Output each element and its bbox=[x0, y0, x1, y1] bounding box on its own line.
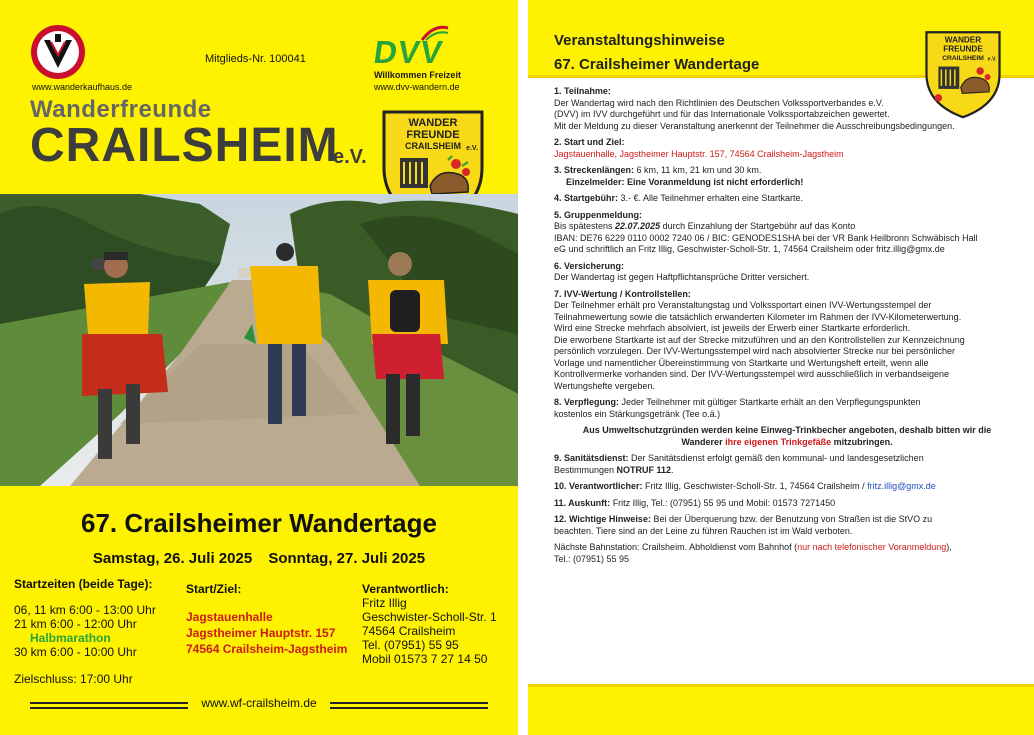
start-goal bbox=[186, 582, 356, 656]
responsible-heading: Verantwortlich: bbox=[362, 582, 449, 596]
svg-text:WANDER: WANDER bbox=[944, 35, 982, 45]
email-link[interactable]: fritz.illig@gmx.de bbox=[867, 481, 936, 491]
section-text: 6 km, 11 km, 21 km und 30 km. bbox=[634, 165, 762, 175]
section-title: 6. Versicherung: bbox=[554, 260, 625, 271]
club-ev: e.V. bbox=[333, 146, 367, 168]
section-text: 3.- €. Alle Teilnehmer erhalten eine Startkarte. bbox=[618, 193, 803, 203]
section-text: Bestimmungen bbox=[554, 464, 617, 475]
eco-notice-line: Wanderer bbox=[681, 436, 726, 447]
svg-text:e.V.: e.V. bbox=[987, 56, 997, 63]
section-title: 5. Gruppenmeldung: bbox=[554, 209, 643, 220]
club-name-line2: CRAILSHEIM bbox=[30, 119, 339, 172]
section-text: Vorlage und namentlicher Übereinstimmung von Startkarte und Wertungsheft erteilt, wenn alle bbox=[554, 357, 929, 368]
section-title: 8. Verpflegung: bbox=[554, 397, 620, 407]
svg-text:e.V.: e.V. bbox=[466, 145, 478, 152]
hiking-photo-image bbox=[0, 194, 518, 486]
emergency-number: NOTRUF 112 bbox=[616, 464, 672, 475]
date-sunday: Sonntag, 27. Juli 2025 bbox=[268, 550, 426, 567]
section-text: Jeder Teilnehmer mit gültiger Startkarte erhält an den Verpflegungspunkten bbox=[619, 397, 921, 407]
section-text: Mit der Meldung zu dieser Veranstaltung anerkennt der Teilnehmer die Ausschreibungsbedingungen. bbox=[554, 120, 955, 131]
eco-notice-highlight: ihre eigenen Trinkgefäße bbox=[725, 436, 832, 447]
start-time-line: 21 km 6:00 - 12:00 Uhr bbox=[14, 617, 137, 631]
section-text: kostenlos ein Stärkungsgetränk (Tee o.ä.) bbox=[554, 408, 721, 419]
section-title: 2. Start und Ziel: bbox=[554, 137, 625, 147]
contact-city: 74564 Crailsheim bbox=[362, 624, 456, 638]
contact-street: Geschwister-Scholl-Str. 1 bbox=[362, 610, 497, 624]
section-text: Der Wandertag ist gegen Haftpflichtansprüche Dritter versichert. bbox=[554, 272, 810, 282]
single-registration-note: Einzelmelder: Eine Voranmeldung ist nicht erforderlich! bbox=[566, 176, 804, 187]
contact-name: Fritz Illig bbox=[362, 596, 407, 610]
section-text: beachten. Tiere sind an der Leine zu führen Rauchen ist im Wald verboten. bbox=[554, 525, 853, 536]
section-text: Nächste Bahnstation: Crailsheim. Abholdienst vom Bahnhof ( bbox=[554, 542, 798, 552]
section-title: 4. Startgebühr: bbox=[554, 193, 619, 203]
dvv-logo-text: DVV bbox=[371, 34, 446, 70]
section-text: Der Wandertag wird nach den Richtlinien des Deutschen Volkssportverbandes e.V. bbox=[554, 97, 884, 108]
section-text: Bei der Überquerung bzw. der Benutzung von Straßen ist die StVO zu bbox=[650, 514, 933, 524]
section-text: Teilnahmewertung sowie die tatsächlich erwanderten Kilometer im Rahmen der IVV-Kilometerwertung. bbox=[554, 311, 962, 322]
dvv-url[interactable]: www.dvv-wandern.de bbox=[374, 82, 460, 92]
section-title: 7. IVV-Wertung / Kontrollstellen: bbox=[554, 288, 691, 299]
club-website-link[interactable]: www.wf-crailsheim.de bbox=[201, 696, 317, 710]
section-text: . bbox=[671, 464, 674, 475]
start-goal-heading: Start/Ziel: bbox=[186, 582, 242, 596]
section-title: 12. Wichtige Hinweise: bbox=[554, 514, 651, 524]
section-start-goal bbox=[554, 137, 1020, 160]
eco-notice bbox=[554, 425, 1020, 448]
section-title: 10. Verantwortlicher: bbox=[554, 481, 643, 491]
section-text: Tel.: (07951) 55 95 bbox=[554, 553, 630, 564]
svg-text:WANDER: WANDER bbox=[408, 117, 458, 129]
ivv-logo-icon bbox=[30, 24, 86, 80]
section-text: Kontrollvermerke vorhanden sind. Der IVV-Wertungsstempel wird ausschließlich in verbandseigene bbox=[554, 369, 950, 379]
train-station-note bbox=[554, 542, 1020, 565]
section-text: Fritz Illig, Tel.: (07951) 55 95 und Mobil: 01573 7271450 bbox=[610, 497, 836, 508]
info-subheading: 67. Crailsheimer Wandertage bbox=[554, 56, 760, 73]
start-times-heading: Startzeiten (beide Tage): bbox=[14, 577, 153, 591]
svg-text:FREUNDE: FREUNDE bbox=[943, 44, 983, 54]
venue-city: 74564 Crailsheim-Jagstheim bbox=[186, 642, 348, 656]
section-text: eG und schriftlich an Fritz Illig, Geschwister-Scholl-Str. 1, 74564 Crailsheim oder fritz.illig@gmx.de bbox=[554, 244, 945, 254]
responsible-contact bbox=[362, 582, 512, 666]
date-saturday: Samstag, 26. Juli 2025 bbox=[92, 550, 253, 567]
section-text: durch Einzahlung der Startgebühr auf das Konto bbox=[660, 221, 856, 231]
start-time-line: 30 km 6:00 - 10:00 Uhr bbox=[14, 645, 137, 659]
info-footer-bar bbox=[528, 684, 1034, 735]
section-participation bbox=[554, 86, 1020, 132]
section-text: Wertungshefte vergeben. bbox=[554, 380, 655, 391]
eco-notice-line: mitzubringen. bbox=[831, 436, 893, 447]
section-title: 11. Auskunft: bbox=[554, 497, 611, 508]
ivv-url[interactable]: www.wanderkaufhaus.de bbox=[32, 82, 133, 92]
member-number: Mitglieds-Nr. 100041 bbox=[205, 53, 306, 65]
section-ivv-rating bbox=[554, 289, 1020, 393]
eco-notice-line: Aus Umweltschutzgründen werden keine Einweg-Trinkbecher angeboten, deshalb bitten wir die bbox=[582, 425, 992, 435]
event-title: 67. Crailsheimer Wandertage bbox=[81, 508, 437, 538]
svg-text:CRAILSHEIM: CRAILSHEIM bbox=[405, 141, 461, 151]
section-text: Die erworbene Startkarte ist auf der Strecke mitzuführen und an den Kontrollstellen zur Kennzeichnung bbox=[554, 334, 965, 345]
pickup-condition: nur nach telefonischer Voranmeldung bbox=[797, 542, 947, 552]
section-text: Fritz Illig, Geschwister-Scholl-Str. 1, 74564 Crailsheim / bbox=[642, 481, 868, 491]
bank-details: IBAN: DE76 6229 0110 0002 7240 06 / BIC: GENODES1SHA bei der VR Bank Heilbronn Schwäbisch Hall bbox=[554, 232, 978, 243]
section-text: Der Sanitätsdienst erfolgt gemäß den kommunal- und landesgesetzlichen bbox=[628, 453, 924, 463]
section-info bbox=[554, 498, 1020, 510]
section-text: Bis spätestens bbox=[554, 221, 616, 231]
hiking-photo bbox=[0, 194, 518, 486]
section-fee bbox=[554, 193, 1020, 205]
start-time-line: 06, 11 km 6:00 - 13:00 Uhr bbox=[14, 603, 156, 617]
dvv-swoosh-icon bbox=[420, 24, 450, 42]
start-times bbox=[14, 577, 184, 686]
section-group-registration bbox=[554, 210, 1020, 256]
deadline-date: 22.07.2025 bbox=[615, 221, 661, 231]
info-heading: Veranstaltungshinweise bbox=[554, 32, 725, 49]
section-text: Der Teilnehmer erhält pro Veranstaltungstag und Volkssportart einen IVV-Wertungsstempel der bbox=[554, 300, 932, 310]
finish-time: Zielschluss: 17:00 Uhr bbox=[14, 672, 133, 686]
section-text: Jagstauenhalle, Jagstheimer Hauptstr. 157, 74564 Crailsheim-Jagstheim bbox=[554, 148, 844, 159]
flyer-header bbox=[0, 0, 518, 194]
section-distances bbox=[554, 165, 1020, 188]
contact-phone: Tel. (07951) 55 95 bbox=[362, 638, 459, 652]
halbmarathon-label: Halbmarathon bbox=[30, 631, 111, 645]
section-responsible bbox=[554, 481, 1020, 493]
section-text: persönlich vorzulegen. Der IVV-Wertungsstempel wird nach absolvierter Strecke nur bei persönlicher bbox=[554, 346, 956, 356]
section-text: Wird eine Strecke mehrfach absolviert, ist jeweils der Erwerb einer Startkarte erforderlich. bbox=[554, 323, 911, 333]
event-info-page bbox=[528, 0, 1034, 735]
dvv-slogan: Willkommen Freizeit bbox=[374, 70, 461, 80]
section-insurance bbox=[554, 261, 1020, 284]
section-text: (DVV) im IVV durchgeführt und für das Internationale Volkssportabzeichen gewertet. bbox=[554, 109, 890, 119]
section-medical bbox=[554, 453, 1020, 476]
section-text: ), bbox=[946, 542, 952, 552]
svg-text:FREUNDE: FREUNDE bbox=[406, 129, 460, 141]
info-body bbox=[554, 86, 1020, 570]
section-notes bbox=[554, 514, 1020, 537]
club-name-line1: Wanderfreunde bbox=[30, 96, 212, 123]
section-title: 1. Teilnahme: bbox=[554, 86, 611, 96]
section-title: 3. Streckenlängen: bbox=[554, 165, 635, 175]
venue-name: Jagstauenhalle bbox=[186, 610, 273, 624]
svg-text:CRAILSHEIM: CRAILSHEIM bbox=[942, 54, 984, 62]
section-catering bbox=[554, 397, 1020, 420]
section-title: 9. Sanitätsdienst: bbox=[554, 453, 629, 463]
event-dates bbox=[0, 550, 518, 567]
venue-street: Jagstheimer Hauptstr. 157 bbox=[186, 626, 336, 640]
contact-mobile: Mobil 01573 7 27 14 50 bbox=[362, 652, 488, 666]
